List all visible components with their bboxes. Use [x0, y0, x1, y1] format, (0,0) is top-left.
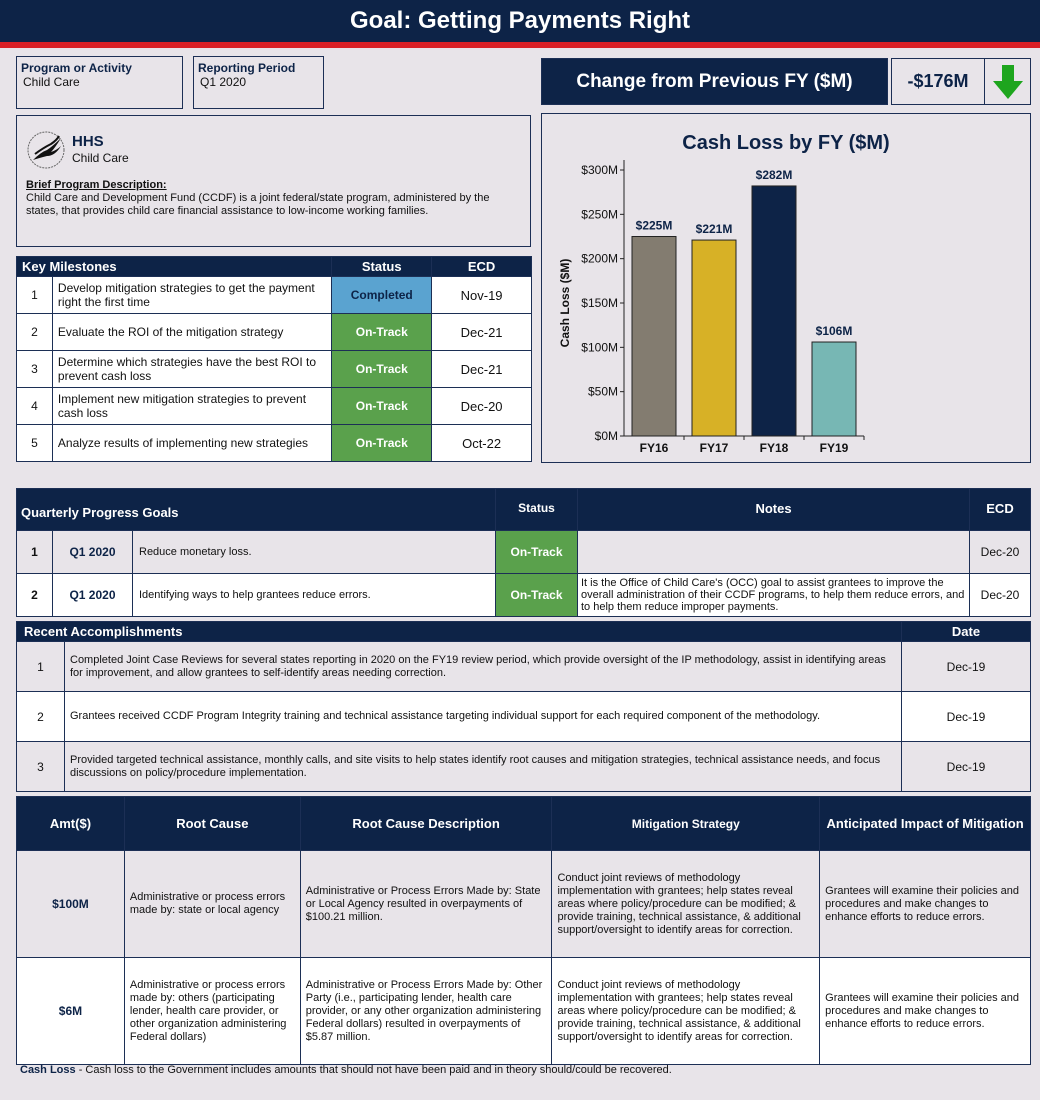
- milestone-ecd: Dec-21: [432, 314, 532, 351]
- milestone-num: 2: [17, 314, 53, 351]
- chart-title: Cash Loss by FY ($M): [682, 132, 890, 154]
- accomplishments-header: Recent Accomplishments: [17, 622, 902, 642]
- status-badge: On-Track: [332, 425, 432, 462]
- period-label: Reporting Period: [198, 61, 296, 75]
- footnote-term: Cash Loss: [20, 1064, 76, 1076]
- agency-program: Child Care: [72, 151, 129, 165]
- root-cause-row: [17, 958, 1031, 1065]
- impact-text: Grantees will examine their policies and procedures and make changes to enhance efforts to reduce errors.: [820, 958, 1031, 1065]
- bar-fy19: [812, 342, 856, 436]
- accomplishment-date: Dec-19: [902, 692, 1031, 742]
- change-value-box: [891, 58, 1031, 105]
- accomplishments-date-header: Date: [902, 622, 1031, 642]
- qpg-num: 1: [17, 531, 53, 574]
- root-cause-text: Administrative or process errors made by: others (participating lender, health care provider, or other organization administering Federal dollars): [124, 958, 300, 1065]
- milestone-text: Implement new mitigation strategies to prevent cash loss: [52, 388, 331, 425]
- milestone-row: [17, 351, 532, 388]
- qpg-notes-header: Notes: [578, 489, 970, 531]
- qpg-status-header: Status: [496, 489, 578, 531]
- milestone-text: Evaluate the ROI of the mitigation strategy: [52, 314, 331, 351]
- data-label: $282M: [755, 167, 793, 182]
- milestone-row: [17, 314, 532, 351]
- data-label: $106M: [815, 324, 853, 339]
- status-badge: On-Track: [332, 351, 432, 388]
- y-axis-label: Cash Loss ($M): [558, 258, 572, 348]
- agency-name: HHS: [72, 133, 104, 150]
- status-badge: Completed: [332, 277, 432, 314]
- footnote-text: - Cash loss to the Government includes amounts that should not have been paid and in theory should/could be recovered.: [75, 1064, 672, 1076]
- root-cause-row: [17, 851, 1031, 958]
- qpg-quarter: Q1 2020: [53, 531, 133, 574]
- milestone-ecd: Dec-20: [432, 388, 532, 425]
- title-divider: [0, 42, 1040, 48]
- data-label: $225M: [635, 218, 673, 233]
- program-value: Child Care: [23, 75, 80, 89]
- root-cause-amt: $6M: [17, 958, 125, 1065]
- status-badge: On-Track: [496, 574, 578, 617]
- period-value: Q1 2020: [200, 75, 247, 89]
- change-value: -$176M: [907, 71, 969, 91]
- accomplishment-text: Grantees received CCDF Program Integrity training and technical assistance targeting individual support for each required component of the methodology.: [65, 692, 902, 742]
- y-tick-label: $200M: [581, 251, 618, 266]
- accomplishment-row: [17, 642, 1031, 692]
- root-cause-header: Root Cause: [124, 797, 300, 851]
- program-label: Program or Activity: [21, 61, 132, 75]
- milestones-header: Key Milestones: [17, 257, 332, 277]
- accomplishment-text: Provided targeted technical assistance, monthly calls, and site visits to help states identify root causes and mitigation strategies, technical assistance needs, and focus discussions on policy/procedure implementation.: [65, 742, 902, 792]
- x-tick-label: FY19: [819, 441, 849, 455]
- accomplishment-row: [17, 742, 1031, 792]
- milestone-ecd: Nov-19: [432, 277, 532, 314]
- qpg-quarter: Q1 2020: [53, 574, 133, 617]
- milestone-ecd: Oct-22: [432, 425, 532, 462]
- root-cause-text: Administrative or process errors made by: state or local agency: [124, 851, 300, 958]
- qpg-row: [17, 574, 1031, 617]
- bar-fy16: [632, 237, 676, 437]
- milestone-ecd: Dec-21: [432, 351, 532, 388]
- period-box: [193, 56, 324, 109]
- y-tick-label: $0M: [594, 429, 618, 443]
- mitigation-text: Conduct joint reviews of methodology implementation with grantees; help states reveal areas where policy/procedure can be modified; & provide training, technical assistance, & additional support/oversight to identify areas for correction.: [552, 958, 820, 1065]
- milestone-row: [17, 388, 532, 425]
- accomplishment-date: Dec-19: [902, 742, 1031, 792]
- milestones-status-header: Status: [332, 257, 432, 277]
- accomplishment-date: Dec-19: [902, 642, 1031, 692]
- milestone-row: [17, 425, 532, 462]
- milestones-ecd-header: ECD: [432, 257, 532, 277]
- x-tick-label: FY16: [639, 441, 669, 455]
- milestone-num: 1: [17, 277, 53, 314]
- milestone-num: 5: [17, 425, 53, 462]
- y-tick-label: $150M: [581, 296, 618, 310]
- milestone-num: 3: [17, 351, 53, 388]
- description-text: Child Care and Development Fund (CCDF) is a joint federal/state program, administered by the states, that provides child care financial assistance to low-income working families.: [26, 192, 490, 217]
- qpg-goal: Reduce monetary loss.: [133, 531, 496, 574]
- hhs-logo-icon: [25, 126, 67, 174]
- arrow-down-icon: [984, 59, 1030, 104]
- accomplishments-table: [16, 621, 1031, 792]
- status-badge: On-Track: [332, 314, 432, 351]
- y-tick-label: $50M: [587, 384, 618, 399]
- data-label: $221M: [695, 222, 733, 237]
- y-tick-label: $100M: [581, 340, 618, 355]
- chart-svg: [542, 114, 1030, 462]
- impact-header: Anticipated Impact of Mitigation: [820, 797, 1031, 851]
- cash-loss-chart: [541, 113, 1031, 463]
- y-tick-label: $250M: [581, 207, 618, 222]
- qpg-notes: [578, 531, 970, 574]
- amt-header: Amt($): [17, 797, 125, 851]
- root-cause-desc: Administrative or Process Errors Made by: State or Local Agency resulted in overpayments of $100.21 million.: [300, 851, 552, 958]
- milestone-text: Analyze results of implementing new strategies: [52, 425, 331, 462]
- x-tick-label: FY17: [699, 441, 729, 455]
- footnote: [20, 1064, 672, 1076]
- qpg-goal: Identifying ways to help grantees reduce errors.: [133, 574, 496, 617]
- root-cause-amt: $100M: [17, 851, 125, 958]
- page-title: Goal: Getting Payments Right: [0, 0, 1040, 42]
- root-cause-desc-header: Root Cause Description: [300, 797, 552, 851]
- root-cause-table: [16, 796, 1031, 1065]
- bar-fy18: [752, 186, 796, 436]
- qpg-num: 2: [17, 574, 53, 617]
- accomplishment-num: 3: [17, 742, 65, 792]
- program-description-box: [16, 115, 531, 247]
- accomplishment-num: 2: [17, 692, 65, 742]
- quarterly-goals-table: [16, 488, 1031, 617]
- description-heading: Brief Program Description:: [26, 179, 167, 191]
- change-label: Change from Previous FY ($M): [576, 70, 853, 92]
- milestones-table: [16, 256, 532, 462]
- qpg-row: [17, 531, 1031, 574]
- impact-text: Grantees will examine their policies and procedures and make changes to enhance efforts to reduce errors.: [820, 851, 1031, 958]
- milestone-text: Determine which strategies have the best ROI to prevent cash loss: [52, 351, 331, 388]
- accomplishment-text: Completed Joint Case Reviews for several states reporting in 2020 on the FY19 review period, which provide oversight of the IP methodology, assist in identifying areas for improvement, and allow grantees to self-identify areas needing correction.: [65, 642, 902, 692]
- qpg-ecd-header: ECD: [970, 489, 1031, 531]
- status-badge: On-Track: [496, 531, 578, 574]
- milestone-row: [17, 277, 532, 314]
- mitigation-text: Conduct joint reviews of methodology implementation with grantees; help states reveal areas where policy/procedure can be modified; & provide training, technical assistance, & additional support/oversight to identify areas for correction.: [552, 851, 820, 958]
- mitigation-header: Mitigation Strategy: [552, 797, 820, 851]
- qpg-header: Quarterly Progress Goals: [17, 489, 496, 531]
- milestone-num: 4: [17, 388, 53, 425]
- root-cause-desc: Administrative or Process Errors Made by: Other Party (i.e., participating lender, health care provider, or any other organization administering Federal dollars) resulted in overpayments of $5.87 million.: [300, 958, 552, 1065]
- qpg-ecd: Dec-20: [970, 531, 1031, 574]
- bar-fy17: [692, 240, 736, 436]
- milestone-text: Develop mitigation strategies to get the payment right the first time: [52, 277, 331, 314]
- status-badge: On-Track: [332, 388, 432, 425]
- program-box: [16, 56, 183, 109]
- change-label-box: [541, 58, 888, 105]
- x-tick-label: FY18: [759, 441, 789, 455]
- y-tick-label: $300M: [581, 163, 618, 177]
- accomplishment-row: [17, 692, 1031, 742]
- qpg-notes: It is the Office of Child Care's (OCC) goal to assist grantees to improve the overall administration of their CCDF programs, to help them reduce errors, and to help them reduce improper payments.: [578, 574, 970, 617]
- accomplishment-num: 1: [17, 642, 65, 692]
- qpg-ecd: Dec-20: [970, 574, 1031, 617]
